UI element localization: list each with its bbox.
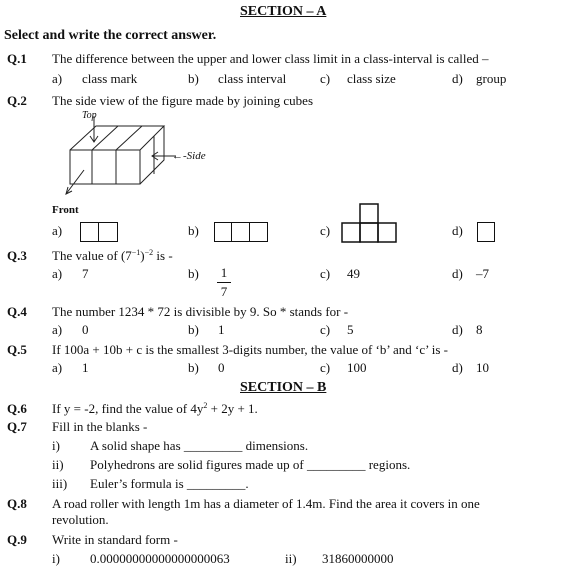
q1-number: Q.1 xyxy=(7,51,27,66)
q7-item-1: A solid shape has _________ dimensions. xyxy=(90,438,309,453)
q9-number: Q.9 xyxy=(7,532,27,547)
q9-item-2-key: ii) xyxy=(285,551,297,566)
q5-opt-c-key: c) xyxy=(320,360,331,375)
q6-number: Q.6 xyxy=(7,401,27,416)
q1-opt-c-key: c) xyxy=(320,71,331,86)
q1-opt-a: class mark xyxy=(82,71,138,86)
q7-item-2: Polyhedrons are solid figures made up of _________ regions. xyxy=(90,457,411,472)
q3-opt-c: 49 xyxy=(347,266,360,281)
q2-opt-d-key: d) xyxy=(452,223,463,238)
section-a-heading: SECTION – A xyxy=(240,4,327,19)
q4-opt-c-key: c) xyxy=(320,322,331,337)
q3-opt-d-key: d) xyxy=(452,266,463,281)
q9-item-2: 31860000000 xyxy=(322,551,394,566)
q3-number: Q.3 xyxy=(7,248,27,263)
q4-opt-a: 0 xyxy=(82,322,89,337)
q5-number: Q.5 xyxy=(7,342,27,357)
q4-opt-c: 5 xyxy=(347,322,354,337)
q3-text: The value of $(7^{-1})^{-2}$ is - xyxy=(52,248,173,263)
q2-label-top: Top xyxy=(82,110,97,121)
fraction-bar xyxy=(217,282,231,283)
q7-item-3-key: iii) xyxy=(52,476,68,491)
q5-opt-b: 0 xyxy=(218,360,225,375)
q1-opt-c: class size xyxy=(347,71,396,86)
instruction: Select and write the correct answer. xyxy=(4,28,217,43)
q5-opt-a: 1 xyxy=(82,360,89,375)
q5-opt-d: 10 xyxy=(476,360,489,375)
q5-opt-d-key: d) xyxy=(452,360,463,375)
q2-label-front: Front xyxy=(52,204,79,216)
q3-opt-b-numerator: 1 xyxy=(220,265,228,280)
q2-number: Q.2 xyxy=(7,93,27,108)
q7-item-2-key: ii) xyxy=(52,457,64,472)
q4-opt-d-key: d) xyxy=(452,322,463,337)
q8-line-2: revolution. xyxy=(52,512,109,527)
q3-opt-c-key: c) xyxy=(320,266,331,281)
q9-item-1-key: i) xyxy=(52,551,60,566)
q1-opt-b-key: b) xyxy=(188,71,199,86)
q4-number: Q.4 xyxy=(7,304,27,319)
q2-opt-b-key: b) xyxy=(188,223,199,238)
q1-opt-d-key: d) xyxy=(452,71,463,86)
q9-text: Write in standard form - xyxy=(52,532,178,547)
q2-label-side: ←-Side xyxy=(172,150,206,162)
q4-opt-b: 1 xyxy=(218,322,225,337)
q1-text: The difference between the upper and lower class limit in a class-interval is called – xyxy=(52,51,489,66)
q4-text: The number 1234 * 72 is divisible by 9. So * stands for - xyxy=(52,304,349,319)
q5-opt-a-key: a) xyxy=(52,360,63,375)
q1-opt-b: class interval xyxy=(218,71,287,86)
q5-text: If 100a + 10b + c is the smallest 3-digits number, the value of ‘b’ and ‘c’ is - xyxy=(52,342,448,357)
q2-opt-a-shape xyxy=(80,222,118,242)
q1-opt-a-key: a) xyxy=(52,71,63,86)
q2-text: The side view of the figure made by joining cubes xyxy=(52,93,314,108)
q7-item-3: Euler’s formula is _________. xyxy=(90,476,249,491)
q2-opt-c-shape xyxy=(341,203,397,243)
q7-text: Fill in the blanks - xyxy=(52,419,148,434)
q7-number: Q.7 xyxy=(7,419,27,434)
q9-item-1: 0.00000000000000000063 xyxy=(90,551,230,566)
q1-opt-d: group xyxy=(476,71,507,86)
q3-opt-b-denominator: 7 xyxy=(220,284,228,299)
q2-opt-a-key: a) xyxy=(52,223,63,238)
q2-opt-d-shape xyxy=(477,222,495,242)
q7-item-1-key: i) xyxy=(52,438,60,453)
q2-opt-c-key: c) xyxy=(320,223,331,238)
q4-opt-b-key: b) xyxy=(188,322,199,337)
q3-opt-a-key: a) xyxy=(52,266,63,281)
q3-opt-d: –7 xyxy=(476,266,489,281)
q4-opt-d: 8 xyxy=(476,322,483,337)
q5-opt-c: 100 xyxy=(347,360,367,375)
q8-number: Q.8 xyxy=(7,496,27,511)
section-b-heading: SECTION – B xyxy=(240,380,327,395)
q8-line-1: A road roller with length 1m has a diameter of 1.4m. Find the area it covers in one xyxy=(52,496,480,511)
q6-text: If y = -2, find the value of $4y^2 + 2y + 1$. xyxy=(52,401,258,416)
q3-opt-a: 7 xyxy=(82,266,89,281)
q3-opt-b-key: b) xyxy=(188,266,199,281)
q2-opt-b-shape xyxy=(214,222,268,242)
q5-opt-b-key: b) xyxy=(188,360,199,375)
q4-opt-a-key: a) xyxy=(52,322,63,337)
